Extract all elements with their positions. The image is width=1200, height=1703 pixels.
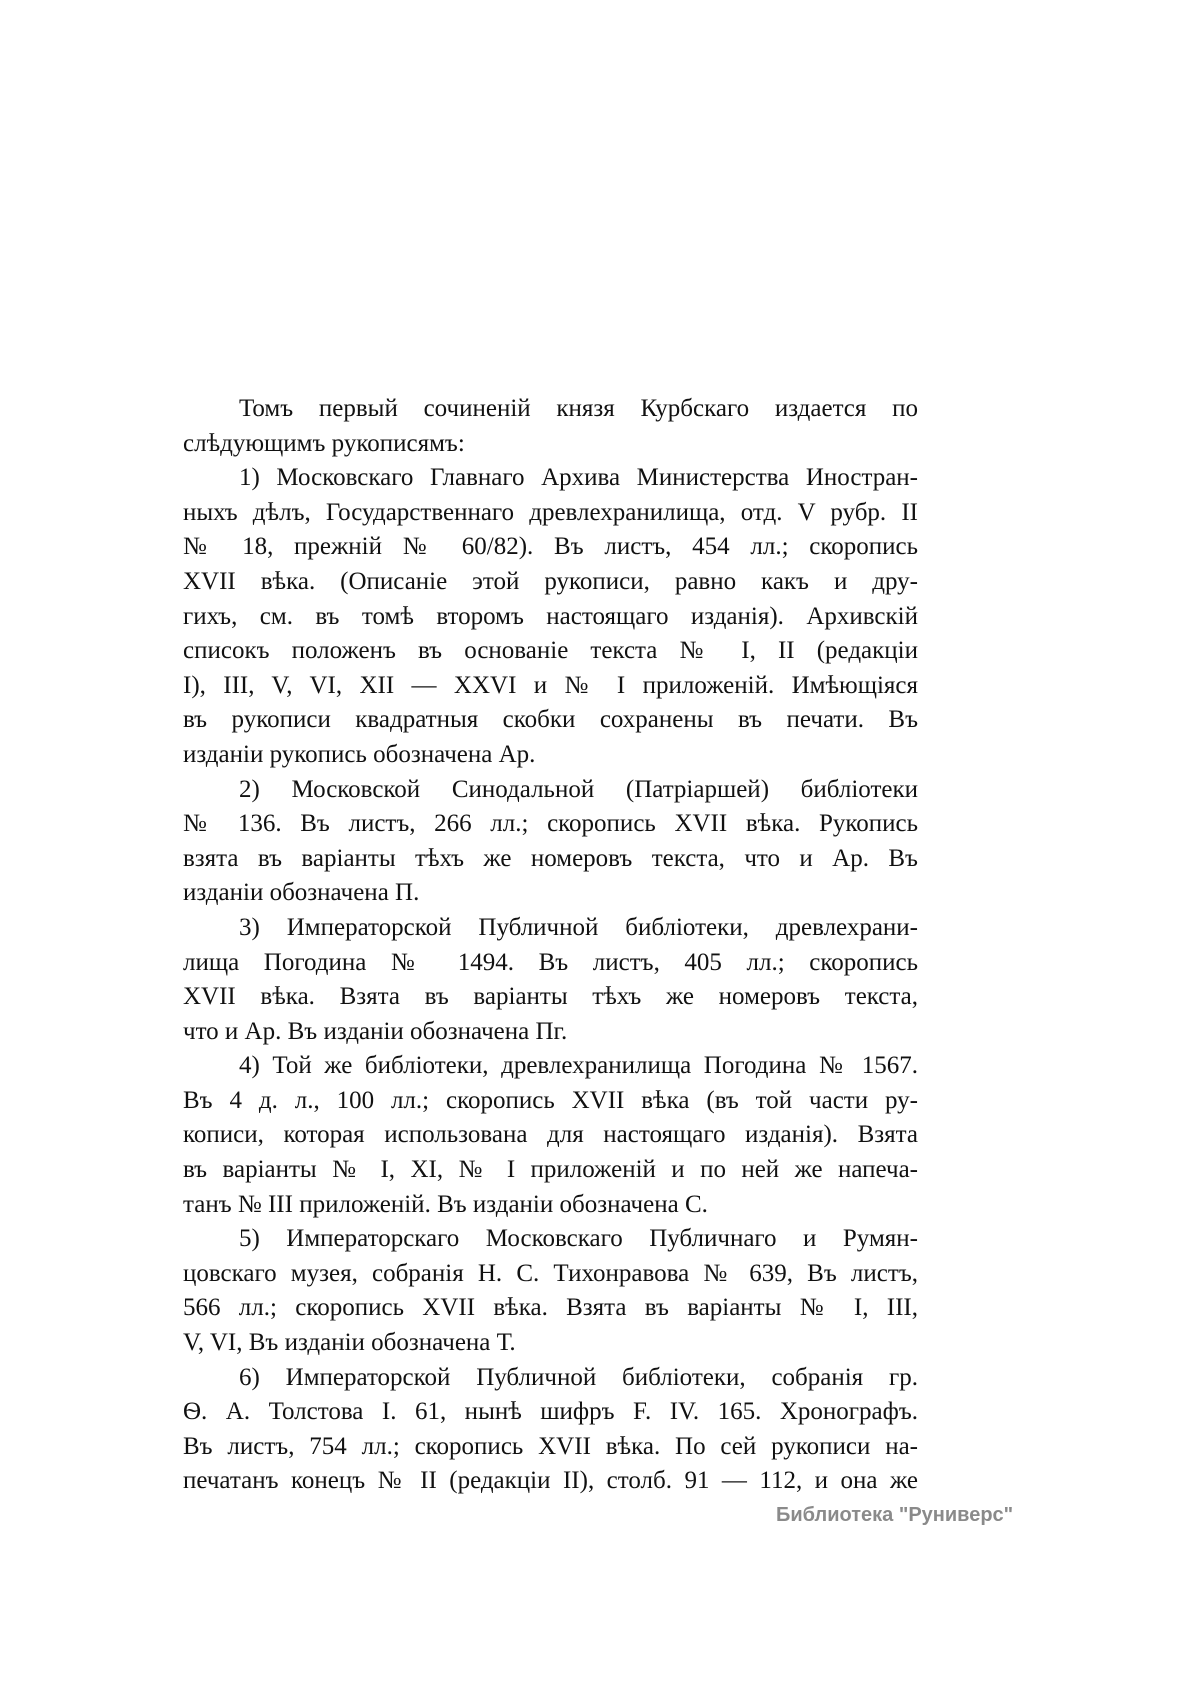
text-line: танъ № III приложеній. Въ изданіи обозначена С. xyxy=(183,1190,708,1218)
text-line: 566 лл.; скоропись XVII вѣка. Взята въ варіанты № I, III, xyxy=(183,1294,918,1322)
text-line: Въ листъ, 754 лл.; скоропись XVII вѣка. По сей рукописи на- xyxy=(183,1432,918,1460)
text-line: кописи, которая использована для настоящаго изданія). Взята xyxy=(183,1121,918,1149)
text-line: лища Погодина № 1494. Въ листъ, 405 лл.; скоропись xyxy=(183,948,918,976)
paragraph xyxy=(183,773,918,911)
text-line: 3) Императорской Публичной библіотеки, древлехрани- xyxy=(239,913,918,941)
paragraph xyxy=(183,911,918,1049)
text-line: гихъ, см. въ томѣ второмъ настоящаго изданія). Архивскій xyxy=(183,602,918,630)
library-watermark: Библиотека "Руниверс" xyxy=(776,1504,1014,1526)
paragraph xyxy=(183,1222,918,1360)
text-line: въ рукописи квадратныя скобки сохранены въ печати. Въ xyxy=(183,706,918,734)
text-line: въ варіанты № I, XI, № I приложеній и по ней же напеча- xyxy=(183,1156,918,1184)
paragraph xyxy=(183,1361,918,1499)
paragraph xyxy=(183,392,918,461)
document-body xyxy=(183,392,918,1499)
paragraph xyxy=(183,1049,918,1222)
text-line: цовскаго музея, собранія Н. С. Тихонравова № 639, Въ листъ, xyxy=(183,1259,918,1287)
text-line: № 18, прежній № 60/82). Въ листъ, 454 лл.; скоропись xyxy=(183,533,918,561)
text-line: I), III, V, VI, XII — XXVI и № I приложеній. Имѣющіяся xyxy=(183,671,918,699)
text-line: изданіи рукопись обозначена Ар. xyxy=(183,740,536,768)
text-line: XVII вѣка. (Описаніе этой рукописи, равно какъ и дру- xyxy=(183,567,918,595)
text-line: слѣдующимъ рукописямъ: xyxy=(183,429,465,457)
text-line: 2) Московской Синодальной (Патріаршей) библіотеки xyxy=(239,775,918,803)
text-line: V, VI, Въ изданіи обозначена Т. xyxy=(183,1329,516,1357)
text-line: печатанъ конецъ № II (редакціи II), столб. 91 — 112, и она же xyxy=(183,1467,918,1495)
text-line: 5) Императорскаго Московскаго Публичнаго и Румян- xyxy=(239,1225,918,1253)
text-line: что и Ар. Въ изданіи обозначена Пг. xyxy=(183,1017,568,1045)
text-line: взята въ варіанты тѣхъ же номеровъ текста, что и Ар. Въ xyxy=(183,844,918,872)
text-line: изданіи обозначена П. xyxy=(183,879,420,907)
text-line: 1) Московскаго Главнаго Архива Министерства Иностран- xyxy=(239,464,918,492)
paragraph xyxy=(183,461,918,772)
text-line: Томъ первый сочиненій князя Курбскаго издается по xyxy=(239,395,918,422)
text-line: Ѳ. А. Толстова I. 61, нынѣ шифръ F. IV. 165. Хронографъ. xyxy=(183,1398,918,1426)
text-line: XVII вѣка. Взята въ варіанты тѣхъ же номеровъ текста, xyxy=(183,983,918,1011)
text-line: 6) Императорской Публичной библіотеки, собранія гр. xyxy=(239,1363,918,1391)
text-line: списокъ положенъ въ основаніе текста № I, II (редакціи xyxy=(183,637,918,665)
text-line: 4) Той же библіотеки, древлехранилища Погодина № 1567. xyxy=(239,1052,918,1080)
text-line: ныхъ дѣлъ, Государственнаго древлехранилища, отд. V рубр. II xyxy=(183,498,918,526)
text-line: Въ 4 д. л., 100 лл.; скоропись XVII вѣка (въ той части ру- xyxy=(183,1086,918,1114)
text-line: № 136. Въ листъ, 266 лл.; скоропись XVII вѣка. Рукопись xyxy=(183,810,918,838)
